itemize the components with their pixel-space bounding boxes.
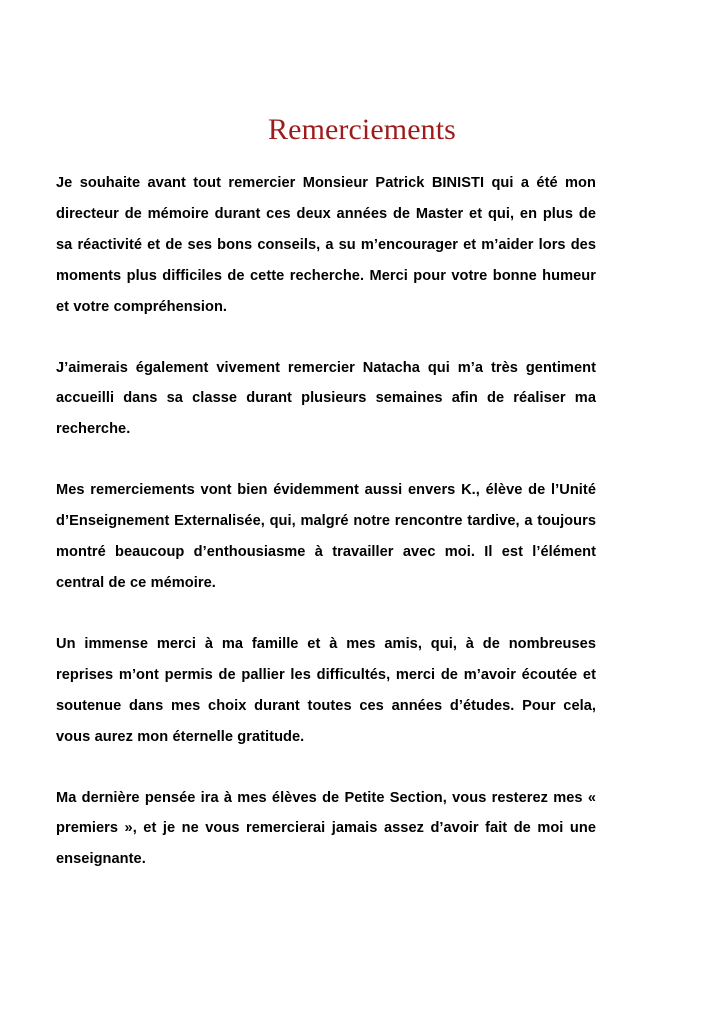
document-body bbox=[56, 168, 596, 875]
paragraph-1: Je souhaite avant tout remercier Monsieur Patrick BINISTI qui a été mon directeur de mémoire durant ces deux années de Master et qui, en plus de sa réactivité et de ses bons conseils, a su m’encourager et m’aider lors des moments plus difficiles de cette recherche. Merci pour votre bonne humeur et votre compréhension. bbox=[56, 175, 596, 315]
page-title: Remerciements bbox=[268, 113, 456, 147]
paragraph-3: Mes remerciements vont bien évidemment aussi envers K., élève de l’Unité d’Enseignement Externalisée, qui, malgré notre rencontre tardive, a toujours montré beaucoup d’enthousiasme à travailler avec moi. Il est l’élément central de ce mémoire. bbox=[56, 482, 596, 591]
paragraph-4: Un immense merci à ma famille et à mes amis, qui, à de nombreuses reprises m’ont permis de pallier les difficultés, merci de m’avoir écoutée et soutenue dans mes choix durant toutes ces années d’études. Pour cela, vous aurez mon éternelle gratitude. bbox=[56, 635, 596, 745]
paragraph-5: Ma dernière pensée ira à mes élèves de Petite Section, vous resterez mes « premiers », et je ne vous remercierai jamais assez d’avoir fait de moi une enseignante. bbox=[56, 789, 596, 868]
paragraph-2: J’aimerais également vivement remercier Natacha qui m’a très gentiment accueilli dans sa classe durant plusieurs semaines afin de réaliser ma recherche. bbox=[56, 359, 596, 438]
